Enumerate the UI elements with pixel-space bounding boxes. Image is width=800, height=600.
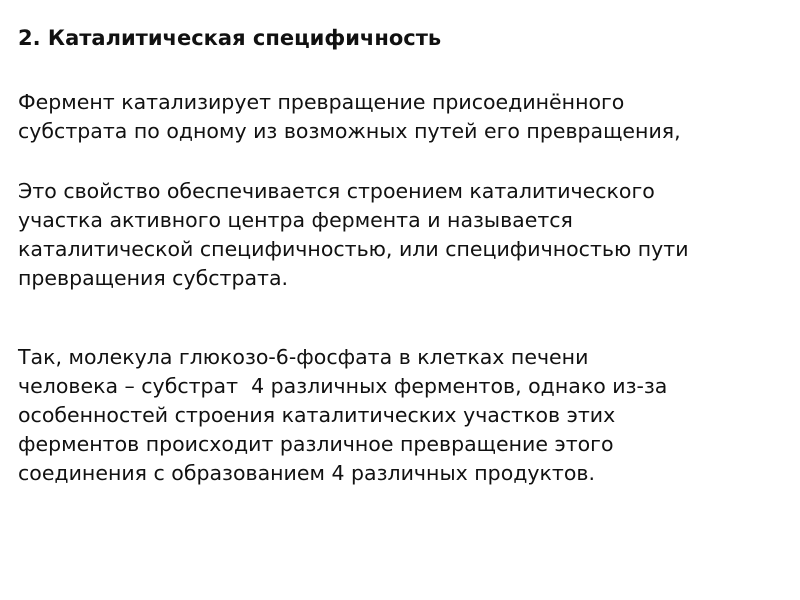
text-line: участка активного центра фермента и называется xyxy=(18,208,573,232)
text-line: соединения с образованием 4 различных продуктов. xyxy=(18,461,596,485)
text-line: каталитической специфичностью, или специфичностью пути xyxy=(18,237,689,261)
paragraph-property xyxy=(18,177,798,293)
paragraph-definition xyxy=(18,88,798,146)
text-line: Так, молекула глюкозо-6-фосфата в клетках печени xyxy=(18,345,589,369)
text-line: особенностей строения каталитических участков этих xyxy=(18,403,616,427)
text-line: субстрата по одному из возможных путей его превращения, xyxy=(18,119,681,143)
text-line: человека – субстрат 4 различных ферментов, однако из-за xyxy=(18,374,668,398)
text-line: Фермент катализирует превращение присоединённого xyxy=(18,90,625,114)
slide-title: 2. Каталитическая специфичность xyxy=(18,26,442,50)
text-line: превращения субстрата. xyxy=(18,266,289,290)
text-line: ферментов происходит различное превращение этого xyxy=(18,432,614,456)
text-line: Это свойство обеспечивается строением каталитического xyxy=(18,179,655,203)
paragraph-example xyxy=(18,343,798,488)
